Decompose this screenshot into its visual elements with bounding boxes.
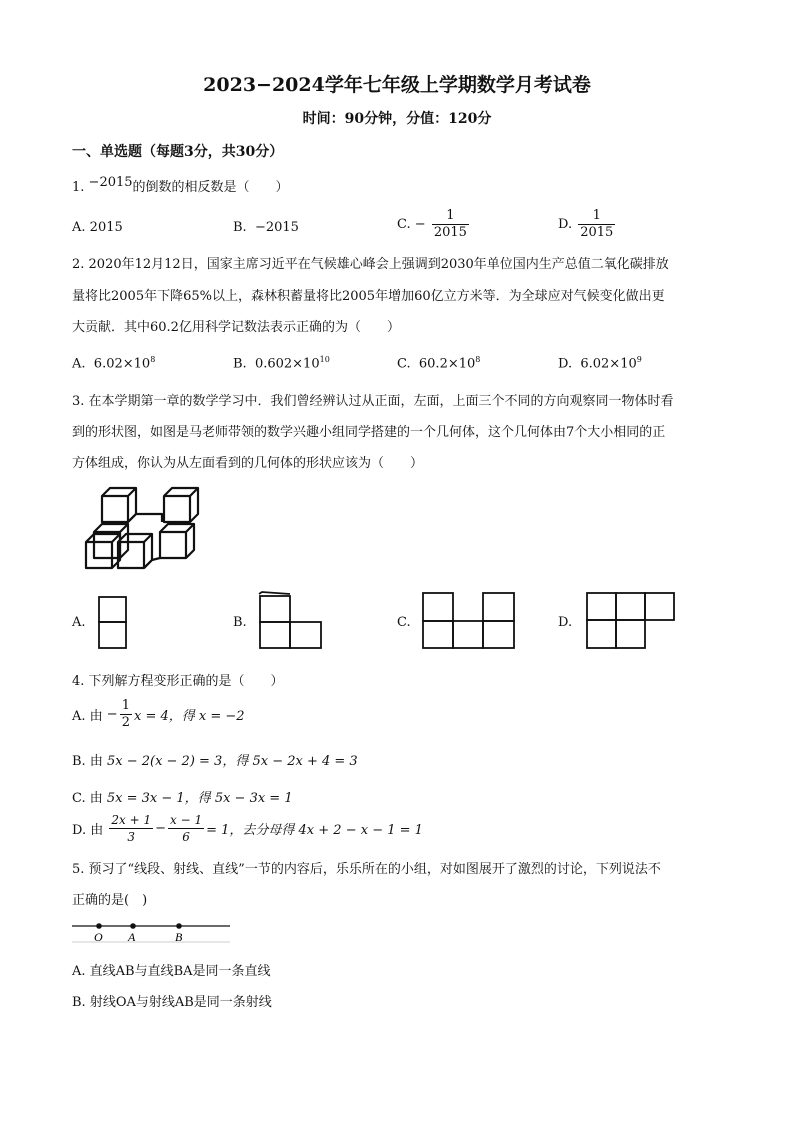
question-number: 1. — [72, 180, 85, 195]
option-b[interactable] — [233, 355, 330, 371]
option-b[interactable] — [72, 750, 358, 769]
line-figure — [72, 920, 232, 946]
option-a[interactable] — [72, 220, 123, 235]
option-a[interactable]: A. 直线AB与直线BA是同一条直线 — [72, 964, 271, 979]
option-a[interactable] — [72, 355, 155, 371]
option-c[interactable] — [397, 208, 471, 241]
option-label: C. 由 — [72, 791, 103, 806]
question-5-line-2: 正确的是( ) — [72, 893, 148, 908]
question-5-line-1: 5. 预习了“线段、射线、直线”一节的内容后，乐乐所在的小组，对如图展开了激烈的讨论，下列说法不 — [72, 862, 661, 877]
question-3-line-2: 到的形状图，如图是马老师带领的数学兴趣小组同学搭建的一个几何体，这个几何体由7个大小相同的正 — [72, 425, 666, 440]
exponent: 10 — [319, 355, 330, 364]
option-b[interactable]: B. — [233, 615, 247, 630]
option-text: x = 4，得 x = −2 — [133, 709, 245, 724]
point-a — [130, 923, 136, 929]
fraction — [109, 812, 153, 845]
option-d[interactable] — [72, 812, 423, 845]
option-b[interactable]: B. 射线OA与射线AB是同一条射线 — [72, 995, 272, 1010]
fraction — [120, 698, 132, 731]
denominator: 6 — [182, 830, 190, 844]
option-d[interactable] — [558, 355, 642, 371]
numerator: x − 1 — [170, 813, 203, 827]
question-4-stem: 4. 下列解方程变形正确的是（ ） — [72, 674, 284, 689]
option-text: = 1，去分母得 4x + 2 − x − 1 = 1 — [206, 823, 423, 838]
option-c[interactable] — [397, 355, 480, 371]
option-text: −2015 — [254, 220, 299, 235]
denominator: 2015 — [580, 225, 614, 240]
minus-sign: − — [155, 821, 167, 836]
exam-time-score: 时间：90分钟，分值：120分 — [302, 111, 492, 127]
option-label: D. — [558, 356, 573, 372]
question-2-line-1: 2. 2020年12月12日，国家主席习近平在气候雄心峰会上强调到2030年单位国内生产总值二氧化碳排放 — [72, 257, 669, 272]
denominator: 2015 — [433, 225, 467, 240]
question-1 — [72, 175, 289, 198]
option-label: C. — [397, 356, 411, 372]
question-expression: −2015 — [88, 175, 133, 190]
option-d[interactable] — [558, 208, 617, 241]
option-d-view-figure — [586, 592, 676, 650]
option-a[interactable] — [72, 698, 245, 731]
option-text: 5x = 3x − 1，得 5x − 3x = 1 — [106, 791, 293, 806]
numerator: 2x + 1 — [111, 813, 152, 827]
denominator: 3 — [127, 830, 136, 844]
option-a[interactable]: A. — [72, 615, 86, 630]
option-text: 2015 — [89, 220, 123, 235]
denominator: 2 — [121, 715, 130, 730]
option-label: B. — [233, 220, 247, 235]
point-b — [176, 923, 182, 929]
fraction — [168, 812, 204, 845]
question-stem: 的倒数的相反数是（ ） — [132, 180, 289, 195]
question-2-line-2: 量将比2005年下降65%以上，森林积蓄量将比2005年增加60亿立方米等．为全球应对气候变化做出更 — [72, 289, 665, 304]
fraction — [432, 208, 469, 241]
question-3-line-1: 3. 在本学期第一章的数学学习中．我们曾经辨认过从正面，左面，上面三个不同的方向观察同一物体时看 — [72, 394, 674, 409]
option-label: B. 由 — [72, 754, 103, 769]
option-text: 5x − 2(x − 2) = 3，得 5x − 2x + 4 = 3 — [106, 754, 358, 769]
option-a-view-figure — [98, 596, 128, 650]
option-sign: − — [106, 707, 118, 722]
cube-figure — [84, 486, 204, 568]
exponent: 8 — [475, 355, 481, 364]
option-label: B. — [233, 356, 247, 372]
option-text: 60.2×10 — [418, 356, 476, 372]
option-label: D. — [558, 217, 573, 232]
point-o — [96, 923, 102, 929]
point-label-b: B — [175, 930, 183, 944]
option-label: A. — [72, 220, 86, 235]
point-label-o: O — [94, 930, 103, 944]
option-sign: − — [414, 217, 426, 232]
option-b-view-figure — [258, 590, 324, 650]
option-label: D. 由 — [72, 823, 104, 838]
option-label: C. — [397, 217, 411, 232]
option-text: 0.602×10 — [254, 356, 320, 372]
option-c[interactable]: C. — [397, 615, 411, 630]
exponent: 8 — [150, 355, 156, 364]
option-d[interactable]: D. — [558, 615, 573, 630]
option-text: 6.02×10 — [93, 356, 151, 372]
option-label: A. — [72, 356, 86, 372]
numerator: 1 — [121, 698, 130, 713]
question-3-line-3: 方体组成，你认为从左面看到的几何体的形状应该为（ ） — [72, 456, 424, 471]
point-label-a: A — [128, 930, 136, 944]
option-c[interactable] — [72, 787, 293, 806]
fraction — [578, 208, 615, 241]
section-heading: 一、单选题（每题3分，共30分） — [72, 144, 284, 160]
question-2-line-3: 大贡献．其中60.2亿用科学记数法表示正确的为（ ） — [72, 320, 400, 335]
option-c-view-figure — [422, 592, 516, 650]
option-label: A. 由 — [72, 709, 103, 724]
option-text: 6.02×10 — [580, 356, 637, 372]
option-b[interactable] — [233, 220, 299, 235]
numerator: 1 — [578, 208, 615, 225]
page-title: 2023−2024学年七年级上学期数学月考试卷 — [203, 74, 591, 96]
exponent: 9 — [636, 355, 642, 364]
numerator: 1 — [432, 208, 469, 225]
